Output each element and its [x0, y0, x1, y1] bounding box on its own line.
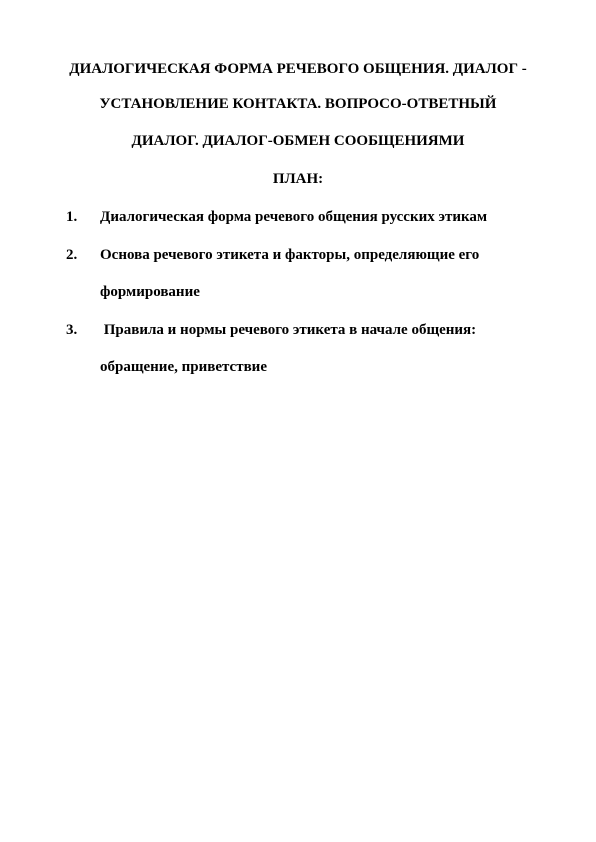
document-title-line-1: ДИАЛОГИЧЕСКАЯ ФОРМА РЕЧЕВОГО ОБЩЕНИЯ. ДИАЛОГ -: [69, 61, 527, 77]
plan-heading: ПЛАН:: [272, 171, 324, 187]
document-title-line-2: УСТАНОВЛЕНИЕ КОНТАКТА. ВОПРОСО-ОТВЕТНЫЙ: [99, 96, 497, 112]
plan-item-text-continuation: формирование: [100, 284, 200, 300]
document-title-line-3: ДИАЛОГ. ДИАЛОГ-ОБМЕН СООБЩЕНИЯМИ: [131, 133, 465, 149]
plan-item-text: Основа речевого этикета и факторы, определяющие его: [100, 247, 480, 263]
plan-item-number: 2.: [66, 247, 78, 263]
plan-item-number: 3.: [66, 322, 78, 338]
plan-item-number: 1.: [66, 209, 78, 225]
plan-item-text-continuation: обращение, приветствие: [100, 359, 267, 375]
plan-item-text: Диалогическая форма речевого общения русских этикам: [100, 209, 488, 225]
plan-item-text: Правила и нормы речевого этикета в начале общения:: [100, 322, 477, 338]
